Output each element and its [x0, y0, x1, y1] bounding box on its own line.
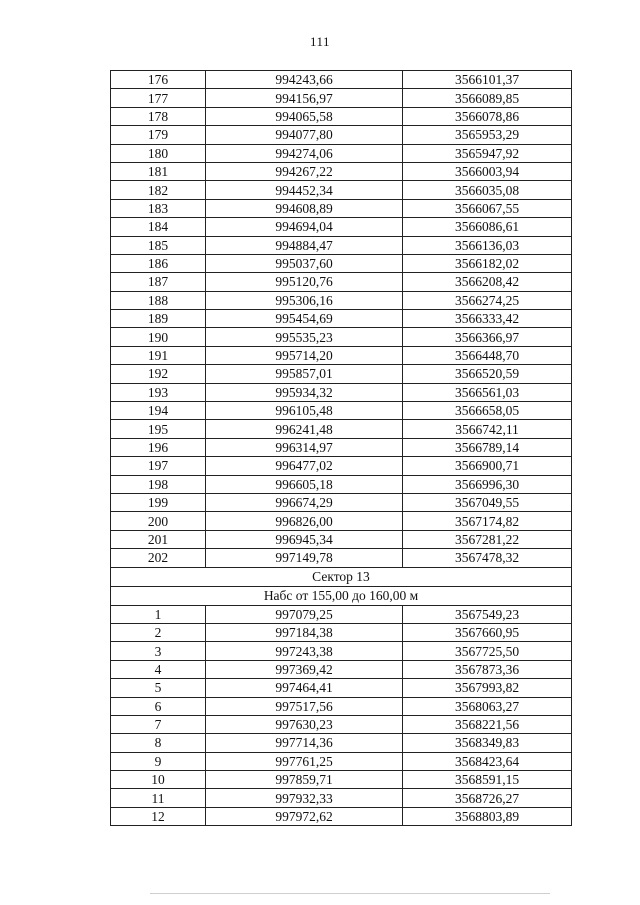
point-number-cell: 193: [111, 383, 206, 401]
y-coordinate-cell: 3566742,11: [403, 420, 572, 438]
x-coordinate-cell: 997464,41: [206, 679, 403, 697]
x-coordinate-cell: 997761,25: [206, 752, 403, 770]
x-coordinate-cell: 996945,34: [206, 530, 403, 548]
point-number-cell: 202: [111, 549, 206, 567]
point-number-cell: 185: [111, 236, 206, 254]
y-coordinate-cell: 3566086,61: [403, 218, 572, 236]
table-row: [111, 715, 572, 733]
x-coordinate-cell: 994608,89: [206, 199, 403, 217]
point-number-cell: 197: [111, 457, 206, 475]
x-coordinate-cell: 995535,23: [206, 328, 403, 346]
table-row: [111, 346, 572, 364]
point-number-cell: 7: [111, 715, 206, 733]
table-row: [111, 512, 572, 530]
x-coordinate-cell: 996826,00: [206, 512, 403, 530]
x-coordinate-cell: 995037,60: [206, 254, 403, 272]
table-row: [111, 438, 572, 456]
y-coordinate-cell: 3566003,94: [403, 162, 572, 180]
y-coordinate-cell: 3566996,30: [403, 475, 572, 493]
coordinates-table-body-b: [111, 605, 572, 826]
point-number-cell: 198: [111, 475, 206, 493]
point-number-cell: 9: [111, 752, 206, 770]
point-number-cell: 10: [111, 771, 206, 789]
point-number-cell: 189: [111, 310, 206, 328]
table-row: [111, 310, 572, 328]
point-number-cell: 183: [111, 199, 206, 217]
y-coordinate-cell: 3566789,14: [403, 438, 572, 456]
table-row: [111, 660, 572, 678]
point-number-cell: 181: [111, 162, 206, 180]
table-row: [111, 623, 572, 641]
table-row: [111, 402, 572, 420]
x-coordinate-cell: 997932,33: [206, 789, 403, 807]
table-row: [111, 107, 572, 125]
y-coordinate-cell: 3567174,82: [403, 512, 572, 530]
y-coordinate-cell: 3567549,23: [403, 605, 572, 623]
y-coordinate-cell: 3566333,42: [403, 310, 572, 328]
y-coordinate-cell: 3567873,36: [403, 660, 572, 678]
point-number-cell: 186: [111, 254, 206, 272]
x-coordinate-cell: 997243,38: [206, 642, 403, 660]
table-row: [111, 71, 572, 89]
y-coordinate-cell: 3568591,15: [403, 771, 572, 789]
x-coordinate-cell: 994077,80: [206, 126, 403, 144]
table-row: [111, 642, 572, 660]
x-coordinate-cell: 994452,34: [206, 181, 403, 199]
bottom-divider: [150, 893, 550, 894]
y-coordinate-cell: 3567993,82: [403, 679, 572, 697]
x-coordinate-cell: 997369,42: [206, 660, 403, 678]
y-coordinate-cell: 3566274,25: [403, 291, 572, 309]
x-coordinate-cell: 994884,47: [206, 236, 403, 254]
table-row: [111, 605, 572, 623]
y-coordinate-cell: 3567660,95: [403, 623, 572, 641]
point-number-cell: 178: [111, 107, 206, 125]
x-coordinate-cell: 994243,66: [206, 71, 403, 89]
point-number-cell: 188: [111, 291, 206, 309]
x-coordinate-cell: 994156,97: [206, 89, 403, 107]
y-coordinate-cell: 3566067,55: [403, 199, 572, 217]
x-coordinate-cell: 994267,22: [206, 162, 403, 180]
x-coordinate-cell: 997184,38: [206, 623, 403, 641]
y-coordinate-cell: 3568803,89: [403, 807, 572, 825]
point-number-cell: 4: [111, 660, 206, 678]
y-coordinate-cell: 3566136,03: [403, 236, 572, 254]
y-coordinate-cell: 3566089,85: [403, 89, 572, 107]
table-row: [111, 254, 572, 272]
table-row: [111, 89, 572, 107]
x-coordinate-cell: 997859,71: [206, 771, 403, 789]
page-number: 111: [309, 34, 331, 49]
point-number-cell: 8: [111, 734, 206, 752]
x-coordinate-cell: 997630,23: [206, 715, 403, 733]
y-coordinate-cell: 3566448,70: [403, 346, 572, 364]
sector-title-row: [111, 567, 572, 586]
sector-subtitle-row: [111, 586, 572, 605]
table-row: [111, 328, 572, 346]
point-number-cell: 191: [111, 346, 206, 364]
x-coordinate-cell: 997517,56: [206, 697, 403, 715]
table-row: [111, 807, 572, 825]
y-coordinate-cell: 3566101,37: [403, 71, 572, 89]
point-number-cell: 6: [111, 697, 206, 715]
table-row: [111, 493, 572, 511]
x-coordinate-cell: 996605,18: [206, 475, 403, 493]
sector-subtitle: Набс от 155,00 до 160,00 м: [111, 586, 572, 605]
x-coordinate-cell: 996241,48: [206, 420, 403, 438]
table-row: [111, 126, 572, 144]
point-number-cell: 187: [111, 273, 206, 291]
table-row: [111, 549, 572, 567]
y-coordinate-cell: 3566035,08: [403, 181, 572, 199]
x-coordinate-cell: 997972,62: [206, 807, 403, 825]
x-coordinate-cell: 997714,36: [206, 734, 403, 752]
table-row: [111, 697, 572, 715]
y-coordinate-cell: 3566208,42: [403, 273, 572, 291]
y-coordinate-cell: 3565953,29: [403, 126, 572, 144]
x-coordinate-cell: 996477,02: [206, 457, 403, 475]
point-number-cell: 2: [111, 623, 206, 641]
x-coordinate-cell: 995454,69: [206, 310, 403, 328]
coordinates-table-body-a: [111, 71, 572, 568]
x-coordinate-cell: 996314,97: [206, 438, 403, 456]
point-number-cell: 177: [111, 89, 206, 107]
table-row: [111, 530, 572, 548]
table-row: [111, 457, 572, 475]
table-row: [111, 734, 572, 752]
x-coordinate-cell: 996105,48: [206, 402, 403, 420]
y-coordinate-cell: 3567049,55: [403, 493, 572, 511]
x-coordinate-cell: 994694,04: [206, 218, 403, 236]
table-row: [111, 162, 572, 180]
table-row: [111, 181, 572, 199]
point-number-cell: 1: [111, 605, 206, 623]
point-number-cell: 190: [111, 328, 206, 346]
table-row: [111, 679, 572, 697]
table-row: [111, 383, 572, 401]
y-coordinate-cell: 3566078,86: [403, 107, 572, 125]
table-row: [111, 789, 572, 807]
point-number-cell: 200: [111, 512, 206, 530]
x-coordinate-cell: 997079,25: [206, 605, 403, 623]
table-row: [111, 218, 572, 236]
sector-title: Сектор 13: [111, 567, 572, 586]
point-number-cell: 196: [111, 438, 206, 456]
table-row: [111, 199, 572, 217]
x-coordinate-cell: 995306,16: [206, 291, 403, 309]
table-row: [111, 236, 572, 254]
x-coordinate-cell: 995857,01: [206, 365, 403, 383]
x-coordinate-cell: 994274,06: [206, 144, 403, 162]
point-number-cell: 182: [111, 181, 206, 199]
y-coordinate-cell: 3565947,92: [403, 144, 572, 162]
y-coordinate-cell: 3566900,71: [403, 457, 572, 475]
point-number-cell: 195: [111, 420, 206, 438]
y-coordinate-cell: 3568221,56: [403, 715, 572, 733]
y-coordinate-cell: 3568349,83: [403, 734, 572, 752]
table-row: [111, 144, 572, 162]
sector-header: [111, 567, 572, 605]
x-coordinate-cell: 995120,76: [206, 273, 403, 291]
point-number-cell: 180: [111, 144, 206, 162]
y-coordinate-cell: 3568423,64: [403, 752, 572, 770]
y-coordinate-cell: 3566520,59: [403, 365, 572, 383]
x-coordinate-cell: 996674,29: [206, 493, 403, 511]
point-number-cell: 184: [111, 218, 206, 236]
point-number-cell: 192: [111, 365, 206, 383]
y-coordinate-cell: 3566366,97: [403, 328, 572, 346]
point-number-cell: 194: [111, 402, 206, 420]
y-coordinate-cell: 3567281,22: [403, 530, 572, 548]
point-number-cell: 3: [111, 642, 206, 660]
x-coordinate-cell: 997149,78: [206, 549, 403, 567]
table-row: [111, 420, 572, 438]
point-number-cell: 11: [111, 789, 206, 807]
table-row: [111, 291, 572, 309]
table-row: [111, 273, 572, 291]
y-coordinate-cell: 3568063,27: [403, 697, 572, 715]
x-coordinate-cell: 995934,32: [206, 383, 403, 401]
y-coordinate-cell: 3566561,03: [403, 383, 572, 401]
point-number-cell: 201: [111, 530, 206, 548]
y-coordinate-cell: 3566658,05: [403, 402, 572, 420]
table-row: [111, 752, 572, 770]
coordinates-table: [110, 70, 572, 826]
point-number-cell: 179: [111, 126, 206, 144]
table-row: [111, 475, 572, 493]
point-number-cell: 176: [111, 71, 206, 89]
point-number-cell: 12: [111, 807, 206, 825]
table-row: [111, 365, 572, 383]
table-row: [111, 771, 572, 789]
y-coordinate-cell: 3568726,27: [403, 789, 572, 807]
y-coordinate-cell: 3567478,32: [403, 549, 572, 567]
y-coordinate-cell: 3567725,50: [403, 642, 572, 660]
x-coordinate-cell: 995714,20: [206, 346, 403, 364]
y-coordinate-cell: 3566182,02: [403, 254, 572, 272]
point-number-cell: 5: [111, 679, 206, 697]
point-number-cell: 199: [111, 493, 206, 511]
x-coordinate-cell: 994065,58: [206, 107, 403, 125]
